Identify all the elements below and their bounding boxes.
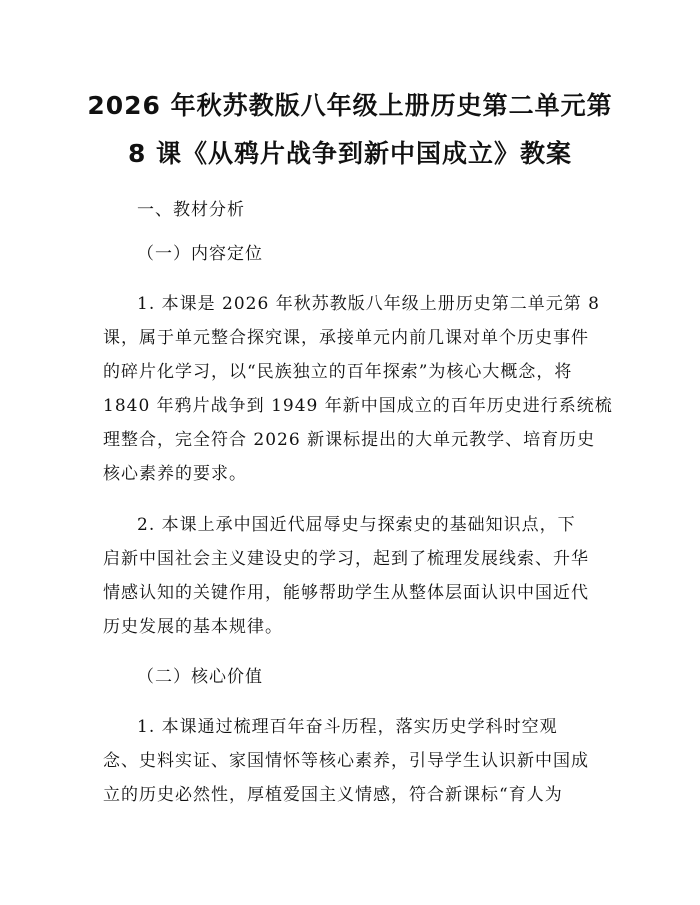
paragraph-3-line-3: 立的历史必然性，厚植爱国主义情感，符合新课标“育人为 [103, 785, 563, 805]
paragraph-1-line-1: 1. 本课是 2026 年秋苏教版八年级上册历史第二单元第 8 [137, 294, 600, 314]
subsection-heading-core-value: （二）核心价值 [137, 667, 263, 687]
paragraph-3-line-2: 念、史料实证、家国情怀等核心素养，引导学生认识新中国成 [103, 751, 589, 771]
paragraph-1-line-2: 课，属于单元整合探究课，承接单元内前几课对单个历史事件 [103, 328, 589, 348]
paragraph-2-line-3: 情感认知的关键作用，能够帮助学生从整体层面认识中国近代 [103, 583, 589, 603]
paragraph-1-line-3: 的碎片化学习，以“民族独立的百年探索”为核心大概念，将 [103, 362, 573, 382]
paragraph-2-line-1: 2. 本课上承中国近代屈辱史与探索史的基础知识点，下 [137, 515, 576, 535]
subsection-heading-content-positioning: （一）内容定位 [137, 244, 263, 264]
document-title-line-1: 2026 年秋苏教版八年级上册历史第二单元第 [87, 91, 613, 120]
paragraph-1-line-5: 理整合，完全符合 2026 新课标提出的大单元教学、培育历史 [103, 430, 596, 450]
paragraph-2-line-2: 启新中国社会主义建设史的学习，起到了梳理发展线索、升华 [103, 549, 589, 569]
paragraph-2-line-4: 历史发展的基本规律。 [103, 617, 283, 637]
section-heading-textbook-analysis: 一、教材分析 [137, 200, 245, 220]
document-title-line-2: 8 课《从鸦片战争到新中国成立》教案 [127, 139, 573, 168]
paragraph-1-line-4: 1840 年鸦片战争到 1949 年新中国成立的百年历史进行系统梳 [103, 396, 613, 416]
paragraph-1-line-6: 核心素养的要求。 [103, 464, 247, 484]
paragraph-3-line-1: 1. 本课通过梳理百年奋斗历程，落实历史学科时空观 [137, 717, 558, 737]
